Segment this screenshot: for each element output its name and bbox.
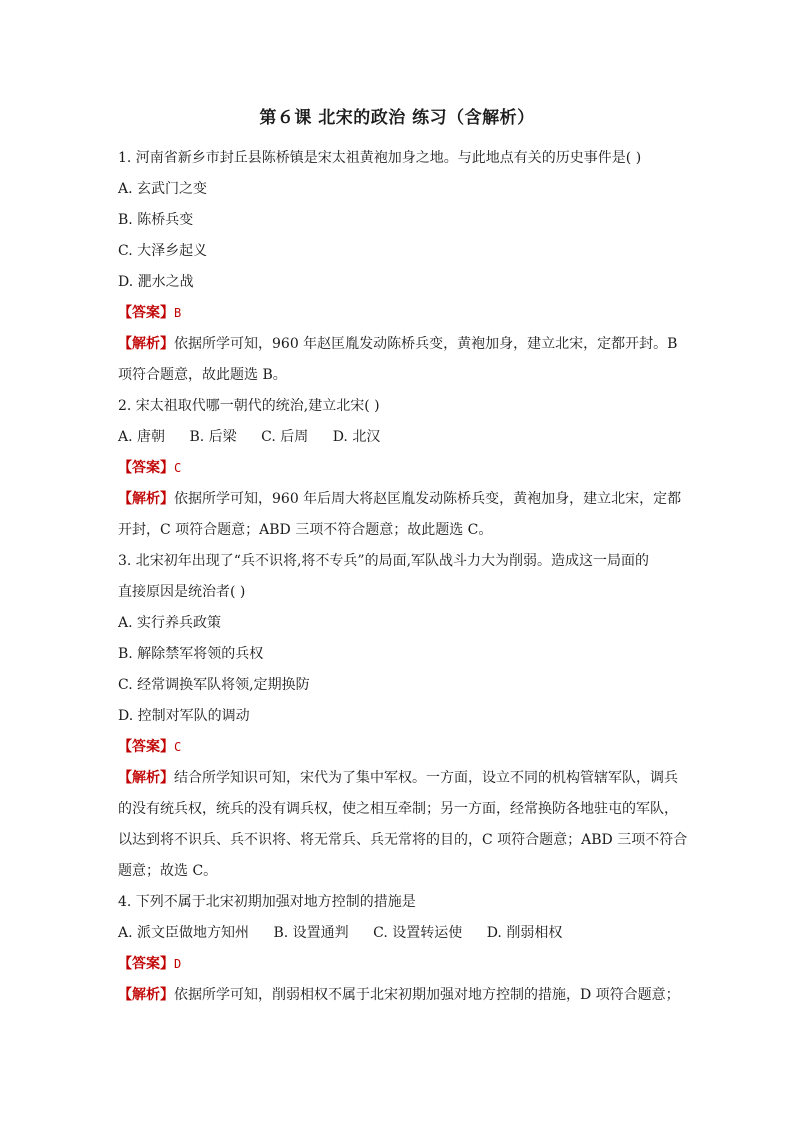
answer-tag: 【答案】 (118, 956, 174, 972)
answer-tag: 【答案】 (118, 305, 174, 321)
question-3-analysis-line-1 (118, 763, 678, 794)
analysis-text: 依据所学可知，960 年赵匡胤发动陈桥兵变，黄袍加身，建立北宋，定都开封。B (174, 336, 678, 352)
analysis-text: 结合所学知识可知，宋代为了集中军权。一方面，设立不同的机构管辖军队，调兵 (174, 770, 678, 786)
question-1-option-b: B. 陈桥兵变 (118, 212, 194, 228)
question-4-answer (118, 949, 678, 980)
question-2-analysis-line-1 (118, 484, 682, 515)
question-2-options (118, 422, 678, 453)
analysis-text: 依据所学可知，削弱相权不属于北宋初期加强对地方控制的措施，D 项符合题意； (174, 987, 680, 1003)
question-3-stem-line-2: 直接原因是统治者( ) (118, 584, 246, 600)
question-3-option-d: D. 控制对军队的调动 (118, 708, 250, 724)
question-3-analysis-line-2: 的没有统兵权，统兵的没有调兵权，使之相互牵制；另一方面，经常换防各地驻屯的军队， (118, 801, 678, 817)
question-4-option-c: C. 设置转运使 (373, 925, 463, 941)
question-4-stem: 4. 下列不属于北宋初期加强对地方控制的措施是 (118, 894, 416, 910)
question-3-analysis-line-4: 题意；故选 C。 (118, 863, 218, 879)
question-4-analysis-line-1 (118, 980, 678, 1011)
question-1-analysis-line-1 (118, 329, 678, 360)
answer-value: C (174, 740, 182, 754)
question-2-option-b: B. 后梁 (189, 429, 237, 445)
question-1-analysis-line-2: 项符合题意，故此题选 B。 (118, 367, 287, 383)
answer-tag: 【答案】 (118, 739, 174, 755)
page-title: 第６课 北宋的政治 练习（含解析） (259, 108, 535, 128)
question-2-option-c: C. 后周 (261, 429, 309, 445)
question-4-options (118, 918, 678, 949)
question-1-stem: 1. 河南省新乡市封丘县陈桥镇是宋太祖黄袍加身之地。与此地点有关的历史事件是( ) (118, 150, 642, 166)
question-3-option-b: B. 解除禁军将领的兵权 (118, 646, 264, 662)
analysis-tag: 【解析】 (118, 770, 174, 786)
answer-value: D (174, 957, 182, 971)
question-1-option-c: C. 大泽乡起义 (118, 243, 208, 259)
question-1-answer (118, 298, 678, 329)
question-1-option-a: A. 玄武门之变 (118, 181, 208, 197)
question-2-option-d: D. 北汉 (332, 429, 381, 445)
answer-value: C (174, 461, 182, 475)
question-2-analysis-line-2: 开封，C 项符合题意；ABD 三项不符合题意；故此题选 C。 (118, 522, 493, 538)
analysis-tag: 【解析】 (118, 336, 174, 352)
analysis-tag: 【解析】 (118, 491, 174, 507)
question-4-option-a: A. 派文臣做地方知州 (118, 925, 250, 941)
analysis-text: 依据所学可知，960 年后周大将赵匡胤发动陈桥兵变，黄袍加身，建立北宋，定都 (174, 491, 682, 507)
question-3-stem-line-1: 3. 北宋初年出现了“兵不识将,将不专兵”的局面,军队战斗力大为削弱。造成这一局面的 (118, 553, 650, 569)
question-3-option-a: A. 实行养兵政策 (118, 615, 222, 631)
question-3-option-c: C. 经常调换军队将领,定期换防 (118, 677, 310, 693)
question-2-option-a: A. 唐朝 (118, 429, 166, 445)
question-2-answer (118, 453, 678, 484)
question-3-answer (118, 732, 678, 763)
exercise-content (118, 143, 688, 1011)
analysis-tag: 【解析】 (118, 987, 174, 1003)
question-4-option-b: B. 设置通判 (273, 925, 349, 941)
answer-tag: 【答案】 (118, 460, 174, 476)
question-3-analysis-line-3: 以达到将不识兵、兵不识将、将无常兵、兵无常将的目的，C 项符合题意；ABD 三项不符合 (118, 832, 688, 848)
answer-value: B (174, 306, 182, 320)
question-4-option-d: D. 削弱相权 (486, 925, 563, 941)
question-2-stem: 2. 宋太祖取代哪一朝代的统治,建立北宋( ) (118, 398, 380, 414)
question-1-option-d: D. 淝水之战 (118, 274, 194, 290)
